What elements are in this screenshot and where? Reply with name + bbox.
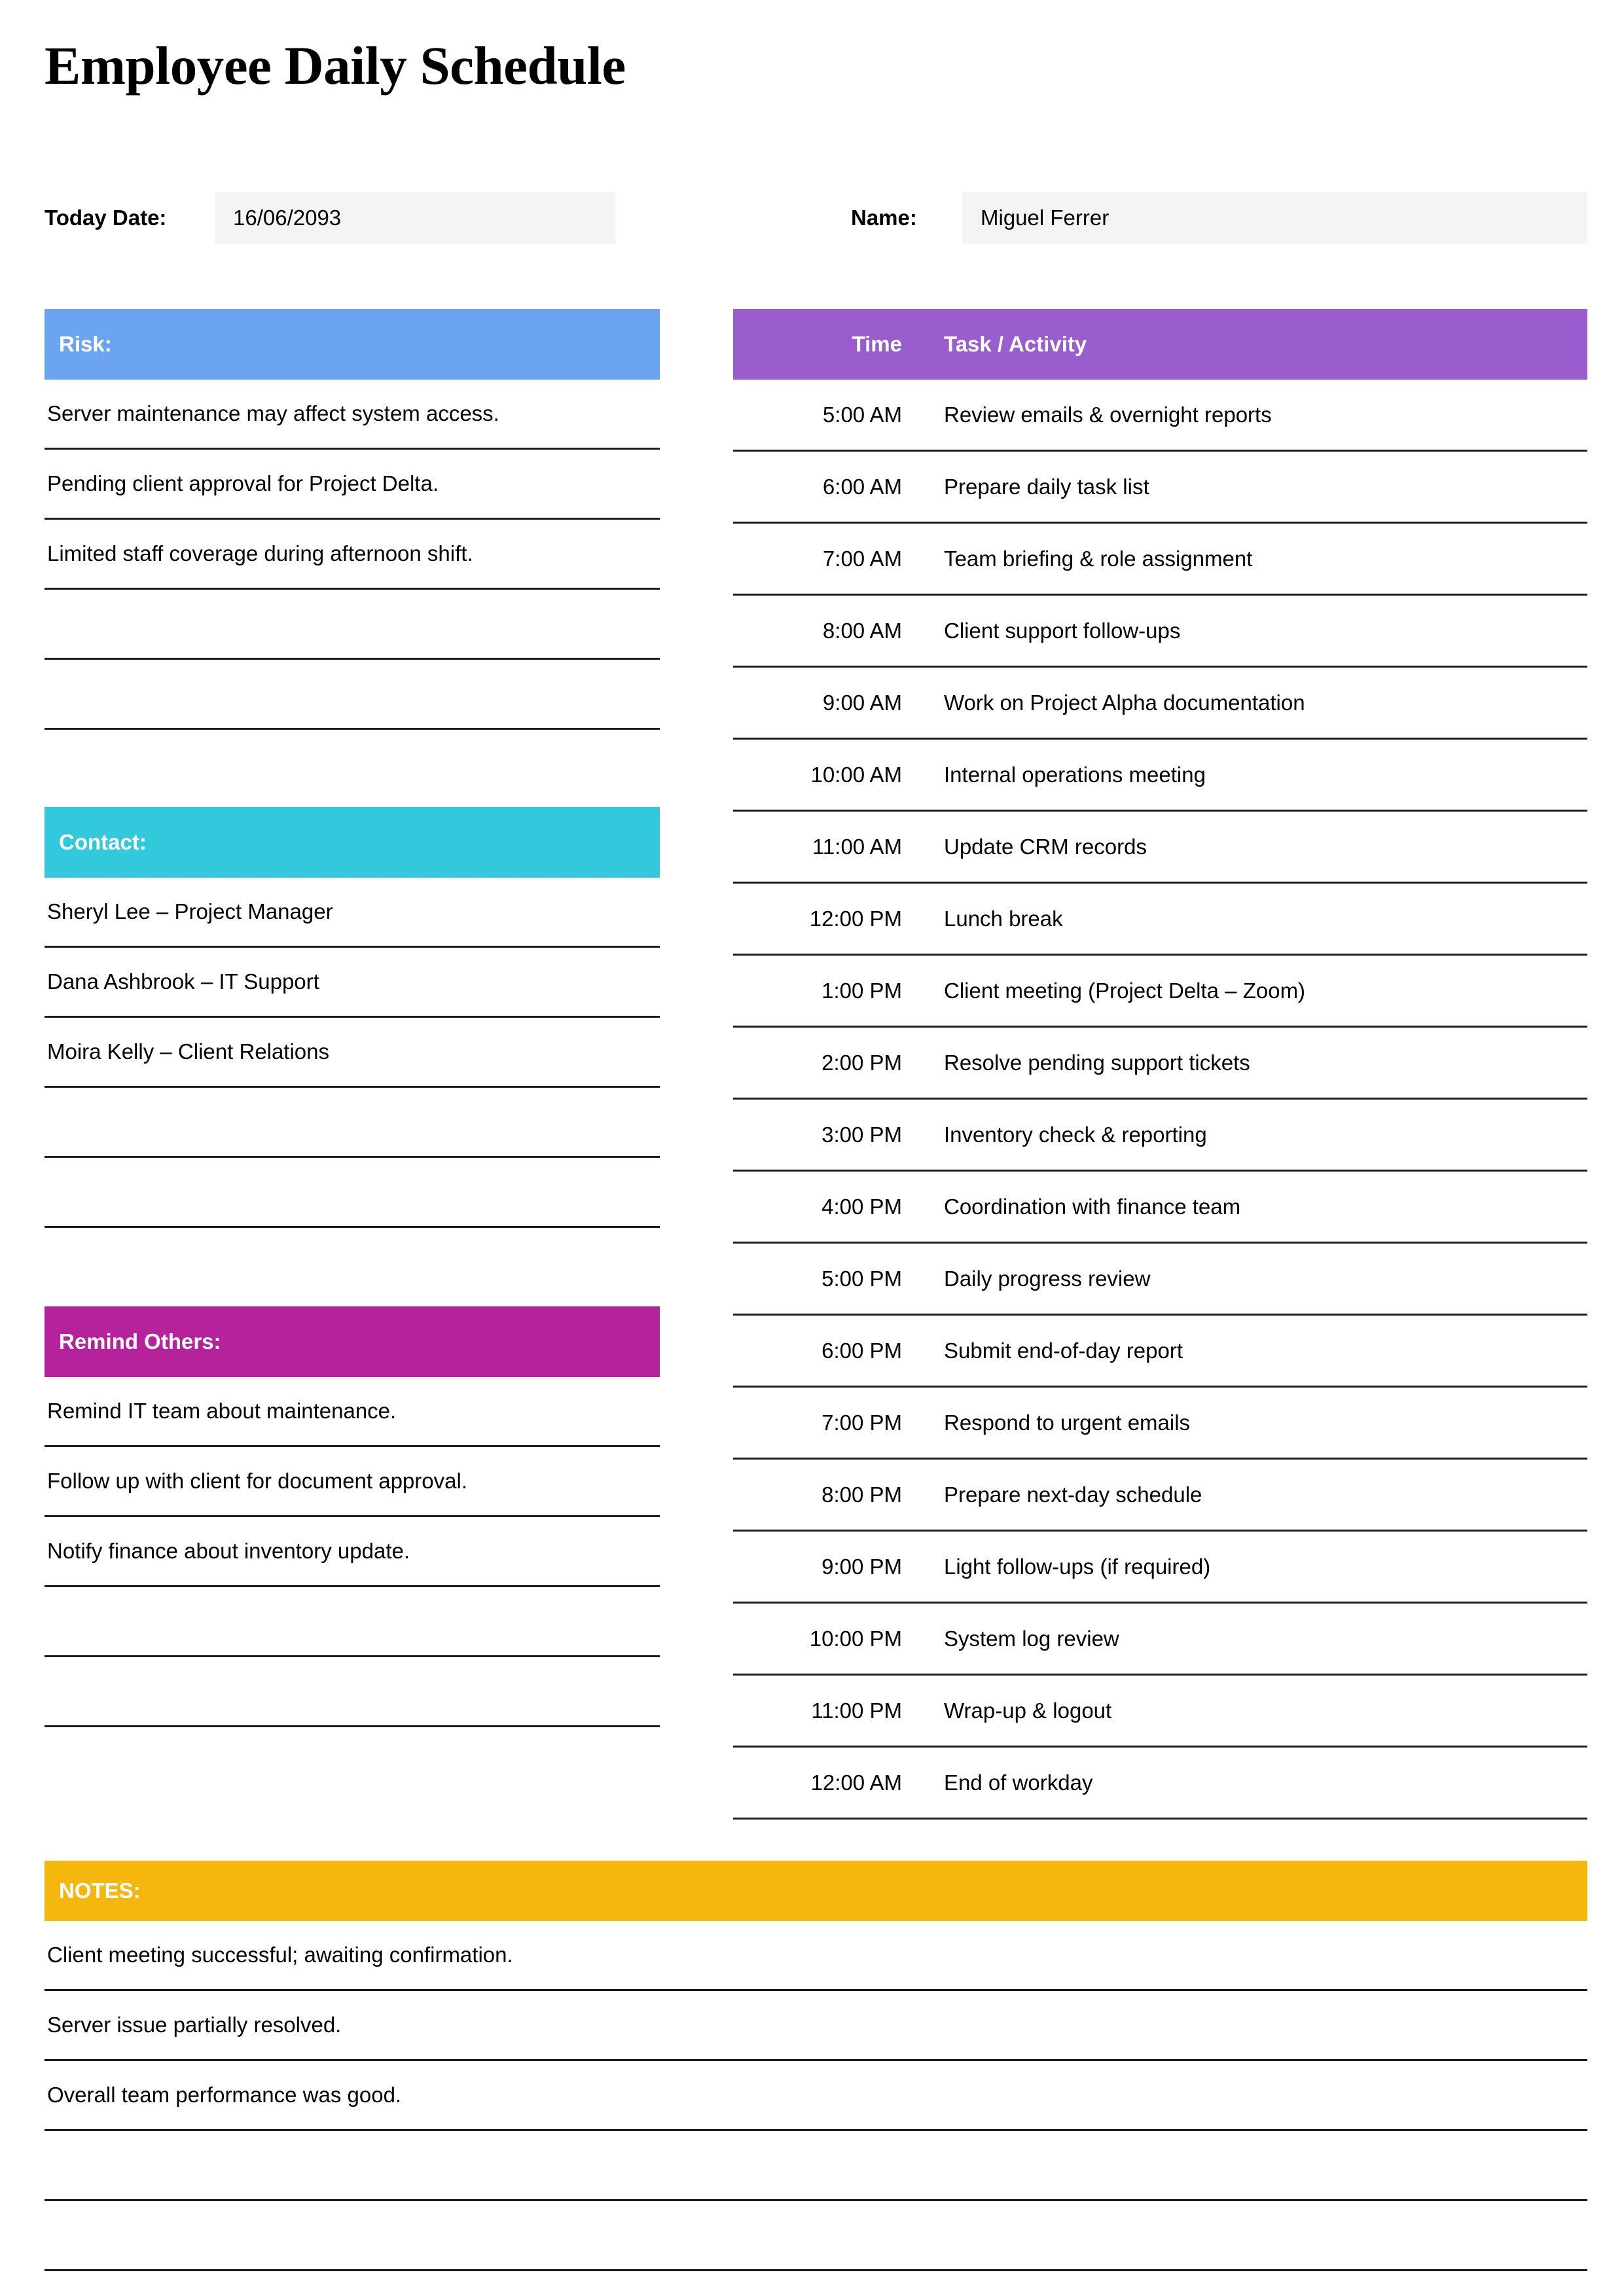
schedule-row-time: 2:00 PM: [821, 1050, 902, 1075]
schedule-row-task: Client meeting (Project Delta – Zoom): [944, 978, 1306, 1003]
notes-section: [45, 1861, 1587, 2271]
schedule-row-time: 12:00 PM: [809, 906, 902, 931]
risk-item-row[interactable]: [45, 450, 660, 520]
risk-item-row[interactable]: [45, 520, 660, 590]
schedule-row[interactable]: [733, 1748, 1587, 1820]
schedule-row-time: 8:00 AM: [822, 618, 902, 643]
contact-item-row[interactable]: [45, 878, 660, 948]
remind-item-row[interactable]: [45, 1447, 660, 1517]
schedule-row-time: 6:00 AM: [822, 474, 902, 499]
schedule-row-task: Resolve pending support tickets: [944, 1050, 1250, 1075]
schedule-row-task: Coordination with finance team: [944, 1194, 1241, 1219]
schedule-table-header: [733, 309, 1587, 380]
schedule-row-time: 7:00 AM: [822, 546, 902, 571]
schedule-row-time: 9:00 AM: [822, 690, 902, 715]
note-text: Overall team performance was good.: [47, 2083, 402, 2107]
schedule-row-task: Respond to urgent emails: [944, 1410, 1191, 1435]
contact-item-text: Moira Kelly – Client Relations: [47, 1039, 330, 1064]
contact-item-row[interactable]: [45, 1018, 660, 1088]
schedule-row-time: 11:00 AM: [812, 834, 902, 859]
name-label: Name:: [851, 206, 917, 230]
risk-line-list: [45, 380, 660, 730]
schedule-row-task: Light follow-ups (if required): [944, 1554, 1211, 1579]
contact-line-list: [45, 878, 660, 1228]
risk-item-row[interactable]: [45, 660, 660, 730]
notes-section-header: NOTES:: [45, 1861, 1587, 1921]
schedule-row[interactable]: [733, 1172, 1587, 1244]
schedule-row-task: System log review: [944, 1626, 1119, 1651]
remind-others-section-header: Remind Others:: [45, 1306, 660, 1377]
schedule-table: [733, 309, 1587, 1820]
schedule-row[interactable]: [733, 1604, 1587, 1676]
schedule-row-task: Daily progress review: [944, 1266, 1151, 1291]
schedule-row-task: End of workday: [944, 1770, 1093, 1795]
schedule-row[interactable]: [733, 1388, 1587, 1460]
schedule-table-body: [733, 380, 1587, 1820]
remind-item-text: Notify finance about inventory update.: [47, 1539, 410, 1563]
column-header-task: Task / Activity: [944, 332, 1087, 356]
schedule-row-time: 10:00 AM: [810, 762, 902, 787]
schedule-row-task: Prepare next-day schedule: [944, 1482, 1202, 1507]
today-date-input[interactable]: 16/06/2093: [215, 192, 615, 243]
schedule-row[interactable]: [733, 1316, 1587, 1388]
schedule-row[interactable]: [733, 380, 1587, 452]
schedule-row-time: 5:00 PM: [821, 1266, 902, 1291]
risk-item-row[interactable]: [45, 590, 660, 660]
schedule-row-time: 8:00 PM: [821, 1482, 902, 1507]
schedule-row-task: Wrap-up & logout: [944, 1698, 1112, 1723]
schedule-row[interactable]: [733, 1676, 1587, 1748]
remind-item-text: Follow up with client for document approval.: [47, 1469, 467, 1493]
note-text: Client meeting successful; awaiting confirmation.: [47, 1943, 513, 1967]
name-input[interactable]: Miguel Ferrer: [962, 192, 1587, 243]
schedule-row[interactable]: [733, 1028, 1587, 1100]
schedule-row-task: Submit end-of-day report: [944, 1338, 1183, 1363]
notes-line-list: [45, 1921, 1587, 2271]
schedule-row-time: 1:00 PM: [821, 978, 902, 1003]
schedule-row[interactable]: [733, 1460, 1587, 1532]
schedule-row-time: 5:00 AM: [822, 402, 902, 427]
schedule-row-time: 7:00 PM: [821, 1410, 902, 1435]
schedule-row[interactable]: [733, 452, 1587, 524]
schedule-row-task: Internal operations meeting: [944, 762, 1206, 787]
remind-others-line-list: [45, 1377, 660, 1727]
contact-item-row[interactable]: [45, 948, 660, 1018]
schedule-row-task: Prepare daily task list: [944, 474, 1149, 499]
schedule-row-time: 4:00 PM: [821, 1194, 902, 1219]
note-row[interactable]: [45, 1991, 1587, 2061]
risk-item-text: Limited staff coverage during afternoon shift.: [47, 541, 473, 565]
schedule-row[interactable]: [733, 884, 1587, 956]
schedule-row[interactable]: [733, 1244, 1587, 1316]
schedule-row[interactable]: [733, 668, 1587, 740]
schedule-row-task: Work on Project Alpha documentation: [944, 690, 1305, 715]
remind-item-row[interactable]: [45, 1587, 660, 1657]
contact-item-text: Sheryl Lee – Project Manager: [47, 899, 333, 924]
schedule-row[interactable]: [733, 1100, 1587, 1172]
contact-section: [45, 807, 660, 1228]
meta-row: [45, 192, 1587, 243]
schedule-row[interactable]: [733, 596, 1587, 668]
schedule-row-task: Update CRM records: [944, 834, 1147, 859]
risk-item-text: Pending client approval for Project Delta.: [47, 471, 439, 495]
schedule-row[interactable]: [733, 740, 1587, 812]
note-row[interactable]: [45, 2201, 1587, 2271]
schedule-row-task: Team briefing & role assignment: [944, 546, 1253, 571]
today-date-label: Today Date:: [45, 206, 167, 230]
today-date-field: [45, 192, 615, 243]
remind-others-section: [45, 1306, 660, 1727]
risk-item-row[interactable]: [45, 380, 660, 450]
risk-item-text: Server maintenance may affect system access.: [47, 401, 499, 425]
risk-section-header: Risk:: [45, 309, 660, 380]
contact-item-row[interactable]: [45, 1158, 660, 1228]
schedule-row-task: Lunch break: [944, 906, 1063, 931]
page-title: Employee Daily Schedule: [45, 35, 626, 96]
remind-item-row[interactable]: [45, 1517, 660, 1587]
remind-item-row[interactable]: [45, 1377, 660, 1447]
schedule-row-time: 12:00 AM: [810, 1770, 902, 1795]
note-text: Server issue partially resolved.: [47, 2013, 342, 2037]
schedule-row-task: Review emails & overnight reports: [944, 402, 1272, 427]
remind-item-text: Remind IT team about maintenance.: [47, 1399, 397, 1423]
contact-section-header: Contact:: [45, 807, 660, 878]
schedule-row[interactable]: [733, 956, 1587, 1028]
schedule-row-time: 9:00 PM: [821, 1554, 902, 1579]
name-field: [851, 192, 1587, 243]
schedule-row-time: 10:00 PM: [809, 1626, 902, 1651]
note-row[interactable]: [45, 1921, 1587, 1991]
risk-section: [45, 309, 660, 730]
column-header-time: Time: [852, 332, 902, 356]
schedule-row-task: Inventory check & reporting: [944, 1122, 1207, 1147]
schedule-row[interactable]: [733, 524, 1587, 596]
schedule-row-time: 6:00 PM: [821, 1338, 902, 1363]
note-row[interactable]: [45, 2131, 1587, 2201]
schedule-row-time: 11:00 PM: [811, 1698, 902, 1723]
schedule-row[interactable]: [733, 812, 1587, 884]
schedule-row-task: Client support follow-ups: [944, 618, 1181, 643]
contact-item-text: Dana Ashbrook – IT Support: [47, 969, 319, 994]
contact-item-row[interactable]: [45, 1088, 660, 1158]
note-row[interactable]: [45, 2061, 1587, 2131]
remind-item-row[interactable]: [45, 1657, 660, 1727]
schedule-row[interactable]: [733, 1532, 1587, 1604]
schedule-row-time: 3:00 PM: [821, 1122, 902, 1147]
